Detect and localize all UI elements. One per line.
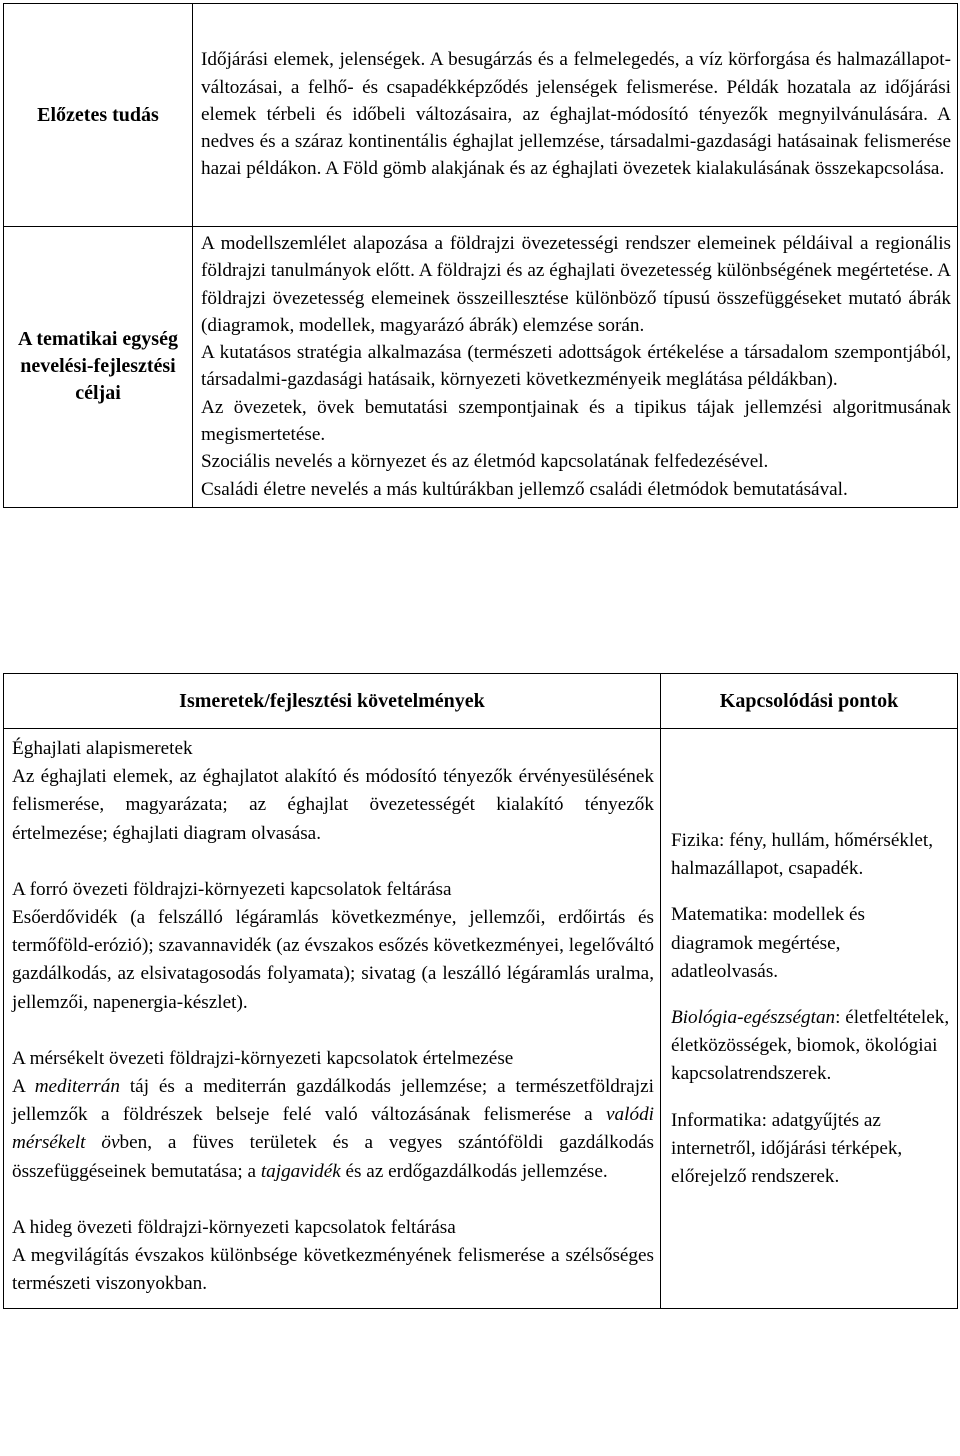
- emphasis-true-temperate: valódi mérsékelt öv: [12, 1104, 654, 1154]
- goal-paragraph: Az övezetek, övek bemutatási szempontjainak és a tipikus tájak jellemzési algoritmusának megismertetése.: [201, 396, 951, 446]
- section-hot-zone: [12, 876, 654, 1017]
- goals-table: [3, 3, 958, 508]
- emphasis-mediterranean: mediterrán: [34, 1076, 120, 1098]
- section-body: Az éghajlati elemek, az éghajlatot alakító és módosító tényezők érvényesülésének felismerése, magyarázata; az éghajlat övezetességét kialakító tényezők értelmezése; éghajlati diagram olvasása.: [12, 766, 654, 844]
- link-text: fény, hullám, hőmérséklet, halmazállapot, csapadék.: [671, 830, 933, 880]
- link-subject: Fizika:: [671, 830, 725, 851]
- body-text: A: [12, 1076, 35, 1098]
- link-text: modellek és diagramok megértése, adatleolvasás.: [671, 904, 865, 982]
- section-climate-basics: [12, 735, 654, 848]
- body-text: és az erdőgazdálkodás jellemzése.: [340, 1160, 608, 1182]
- link-physics: [671, 827, 951, 883]
- link-biology: [671, 1004, 951, 1089]
- header-connections: Kapcsolódási pontok: [661, 674, 958, 729]
- row-label-development-goals: A tematikai egység nevelési-fejlesztési céljai: [4, 227, 193, 508]
- link-subject: Biológia-egészségtan: [671, 1007, 836, 1029]
- link-text: : életfeltételek, életközösségek, biomok, ökológiai kapcsolatrendszerek.: [671, 1007, 950, 1085]
- header-requirements: Ismeretek/fejlesztési követelmények: [4, 674, 661, 729]
- emphasis-taiga: tajgavidék: [260, 1160, 341, 1182]
- section-body: [12, 1073, 654, 1186]
- goal-paragraph: Családi életre nevelés a más kultúrákban jellemző családi életmódok bemutatásával.: [201, 478, 848, 500]
- goal-paragraph: Szociális nevelés a környezet és az életmód kapcsolatának felfedezésével.: [201, 451, 769, 473]
- section-title: A mérsékelt övezeti földrajzi-környezeti kapcsolatok értelmezése: [12, 1047, 514, 1069]
- table-header-row: [4, 674, 958, 729]
- section-body: Esőerdővidék (a felszálló légáramlás következménye, jellemzői, erdőirtás és termőföld-erózió); szavannavidék (az évszakos esőzés következményei, legelőváltó gazdálkodás, az elsivatagosodás folyamata); sivatag (a leszálló légáramlás uralma, jellemzői, napenergia-készlet).: [12, 907, 654, 1013]
- row-label-prior-knowledge: Előzetes tudás: [4, 4, 193, 227]
- section-body: A megvilágítás évszakos különbsége következményének felismerése a szélsőséges természeti viszonyokban.: [12, 1245, 654, 1295]
- link-informatics: [671, 1107, 951, 1192]
- requirements-table: [3, 673, 958, 1309]
- body-text: ben, a füves területek és a vegyes szántóföldi gazdálkodás összefüggéseinek bemutatása; a: [12, 1132, 654, 1182]
- table-row: [4, 729, 958, 1309]
- prior-knowledge-text: Időjárási elemek, jelenségek. A besugárzás és a felmelegedés, a víz körforgása és halmazállapot-változásai, a felhő- és csapadékképződés jelenségek felismerése. Példák hozatala az időjárási elemek térbeli és időbeli változásaira, az éghajlat-módosító tényezők megnyilvánulására. A nedves és a száraz kontinentális éghajlat jellemzése, társadalmi-gazdasági hatásainak felismerése hazai példákon. A Föld gömb alakjának és az éghajlati övezetek kialakulásának összekapcsolása.: [193, 4, 958, 227]
- section-title: A forró övezeti földrajzi-környezeti kapcsolatok feltárása: [12, 878, 452, 900]
- section-title: A hideg övezeti földrajzi-környezeti kapcsolatok feltárása: [12, 1216, 456, 1238]
- section-cold-zone: [12, 1214, 654, 1299]
- table-row: [4, 4, 958, 227]
- section-title: Éghajlati alapismeretek: [12, 738, 193, 759]
- connections-content: [661, 729, 958, 1309]
- link-subject: Matematika:: [671, 904, 768, 926]
- link-text: adatgyűjtés az internetről, időjárási térképek, előrejelző rendszerek.: [671, 1109, 903, 1188]
- goal-paragraph: A modellszemlélet alapozása a földrajzi övezetességi rendszer elemeinek példáival a regionális földrajzi tanulmányok előtt. A földrajzi és az éghajlati övezetesség különbségének megértetése. A földrajzi övezetesség elemeinek összeillesztése különböző típusú összefüggéseket mutató ábrák (diagramok, modellek, magyarázó ábrák) elemzése során.: [201, 233, 951, 336]
- table-row: [4, 227, 958, 508]
- goal-paragraph: A kutatásos stratégia alkalmazása (természeti adottságok értékelése a társadalom szempontjából, társadalmi-gazdasági hatásaik, környezeti következményeik meglátása példákban).: [201, 342, 951, 391]
- link-subject: Informatika:: [671, 1109, 767, 1131]
- spacer: [671, 735, 951, 827]
- body-text: táj és a mediterrán gazdálkodás jellemzése; a természetföldrajzi jellemzők a földrészek belseje felé való változásának felismerése a: [12, 1076, 654, 1126]
- section-temperate-zone: [12, 1045, 654, 1186]
- development-goals-text: [193, 227, 958, 508]
- link-mathematics: [671, 901, 951, 986]
- requirements-content: [4, 729, 661, 1309]
